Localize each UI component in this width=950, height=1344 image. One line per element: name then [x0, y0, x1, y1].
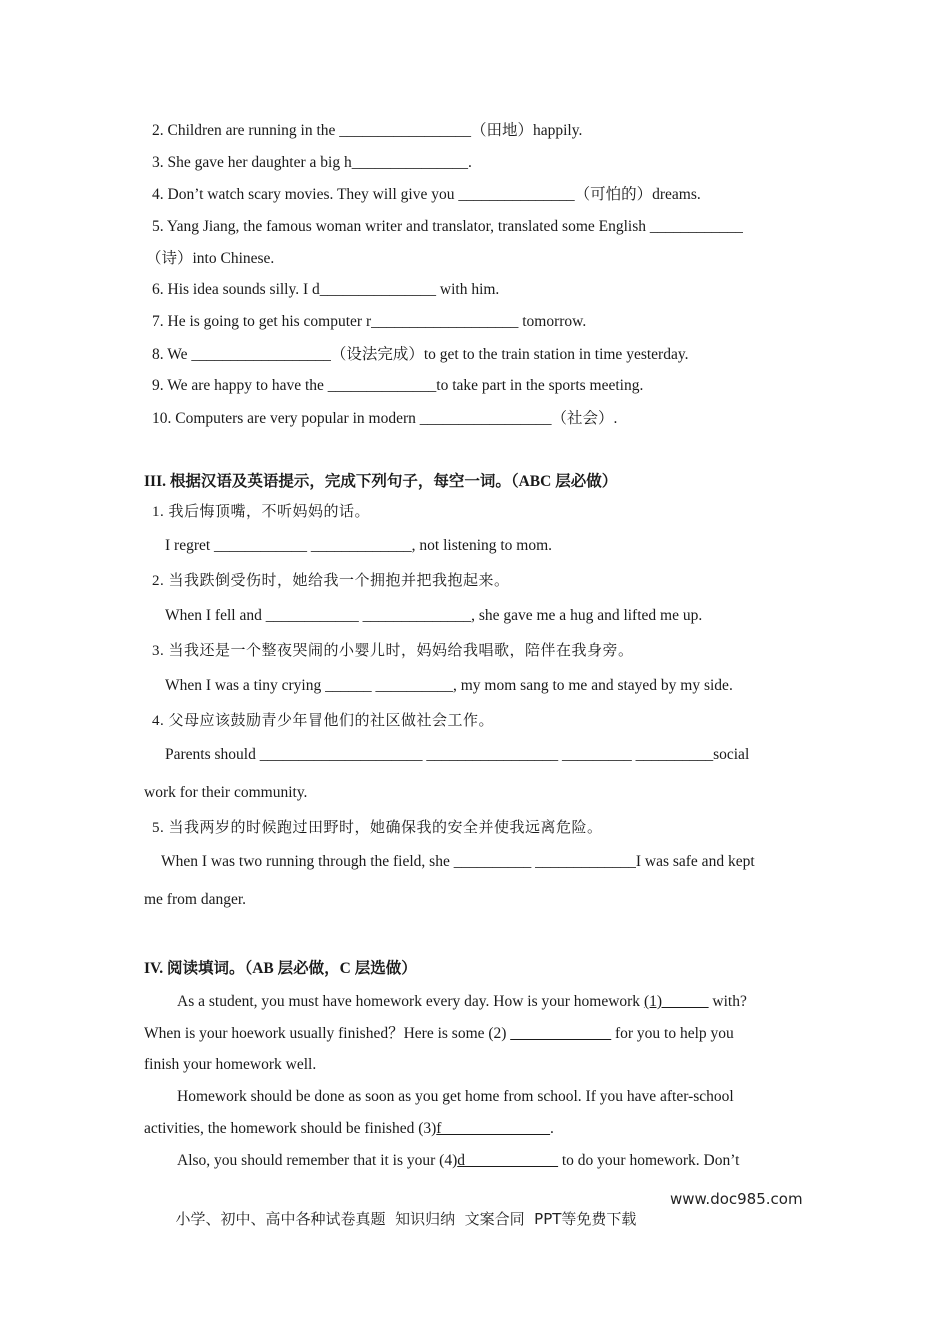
- question-9: 9. We are happy to have the ______________to take part in the sports meeting.: [152, 377, 644, 394]
- section-4-heading: IV. 阅读填词。（AB 层必做，C 层选做）: [144, 960, 417, 977]
- question-3: 3. She gave her daughter a big h_______________.: [152, 154, 472, 171]
- question-10: 10. Computers are very popular in modern _________________（社会）.: [152, 410, 618, 427]
- blank-2: _____________: [510, 1025, 612, 1042]
- passage-line-5: activities, the homework should be finished (3)f______________.: [144, 1120, 554, 1137]
- translation-5-chinese: 5. 当我两岁的时候跑过田野时，她确保我的安全并使我远离危险。: [152, 820, 603, 836]
- passage-line-6: Also, you should remember that it is your (4)d____________ to do your homework. Don’t: [177, 1152, 740, 1169]
- passage-line-1: As a student, you must have homework every day. How is your homework (1)______ with?: [177, 993, 747, 1010]
- question-2: 2. Children are running in the _________________（田地）happily.: [152, 122, 583, 139]
- passage-line-3: finish your homework well.: [144, 1056, 317, 1073]
- translation-2-chinese: 2. 当我跌倒受伤时，她给我一个拥抱并把我抱起来。: [152, 573, 510, 589]
- translation-4-chinese: 4. 父母应该鼓励青少年冒他们的社区做社会工作。: [152, 713, 495, 729]
- translation-1-chinese: 1. 我后悔顶嘴，不听妈妈的话。: [152, 504, 371, 520]
- blank-3: f______________: [436, 1120, 550, 1137]
- question-7: 7. He is going to get his computer r___________________ tomorrow.: [152, 313, 587, 330]
- blank-4: d____________: [457, 1152, 558, 1169]
- translation-2-english: When I fell and ____________ ______________, she gave me a hug and lifted me up.: [165, 607, 703, 624]
- footer-text: 小学、初中、高中各种试卷真题 知识归纳 文案合同 PPT等免费下载: [175, 1210, 637, 1228]
- page-footer: [166, 1190, 803, 1247]
- translation-5-english: When I was two running through the field, she __________ _____________I was safe and kept: [161, 853, 755, 870]
- question-8: 8. We __________________（设法完成）to get to the train station in time yesterday.: [152, 346, 689, 363]
- translation-3-english: When I was a tiny crying ______ __________, my mom sang to me and stayed by my side.: [165, 677, 733, 694]
- section-3-heading: III. 根据汉语及英语提示，完成下列句子，每空一词。（ABC 层必做）: [144, 473, 618, 490]
- passage-line-2: When is your hoework usually finished？Here is some (2) _____________ for you to help you: [144, 1025, 734, 1042]
- question-5-line-1: 5. Yang Jiang, the famous woman writer and translator, translated some English ____________: [152, 218, 743, 235]
- blank-1: (1)______: [643, 993, 709, 1010]
- question-5-line-2: （诗）into Chinese.: [146, 250, 275, 267]
- translation-3-chinese: 3. 当我还是一个整夜哭闹的小婴儿时，妈妈给我唱歌，陪伴在我身旁。: [152, 643, 634, 659]
- question-4: 4. Don’t watch scary movies. They will give you _______________（可怕的）dreams.: [152, 186, 701, 203]
- translation-5-english-cont: me from danger.: [144, 891, 247, 908]
- footer-website: www.doc985.com: [670, 1190, 803, 1208]
- translation-1-english: I regret ____________ _____________, not listening to mom.: [165, 537, 553, 554]
- passage-line-4: Homework should be done as soon as you get home from school. If you have after-school: [177, 1088, 734, 1105]
- translation-4-english: Parents should _____________________ _________________ _________ __________social: [165, 746, 750, 763]
- translation-4-english-cont: work for their community.: [144, 784, 308, 801]
- question-6: 6. His idea sounds silly. I d_______________ with him.: [152, 281, 500, 298]
